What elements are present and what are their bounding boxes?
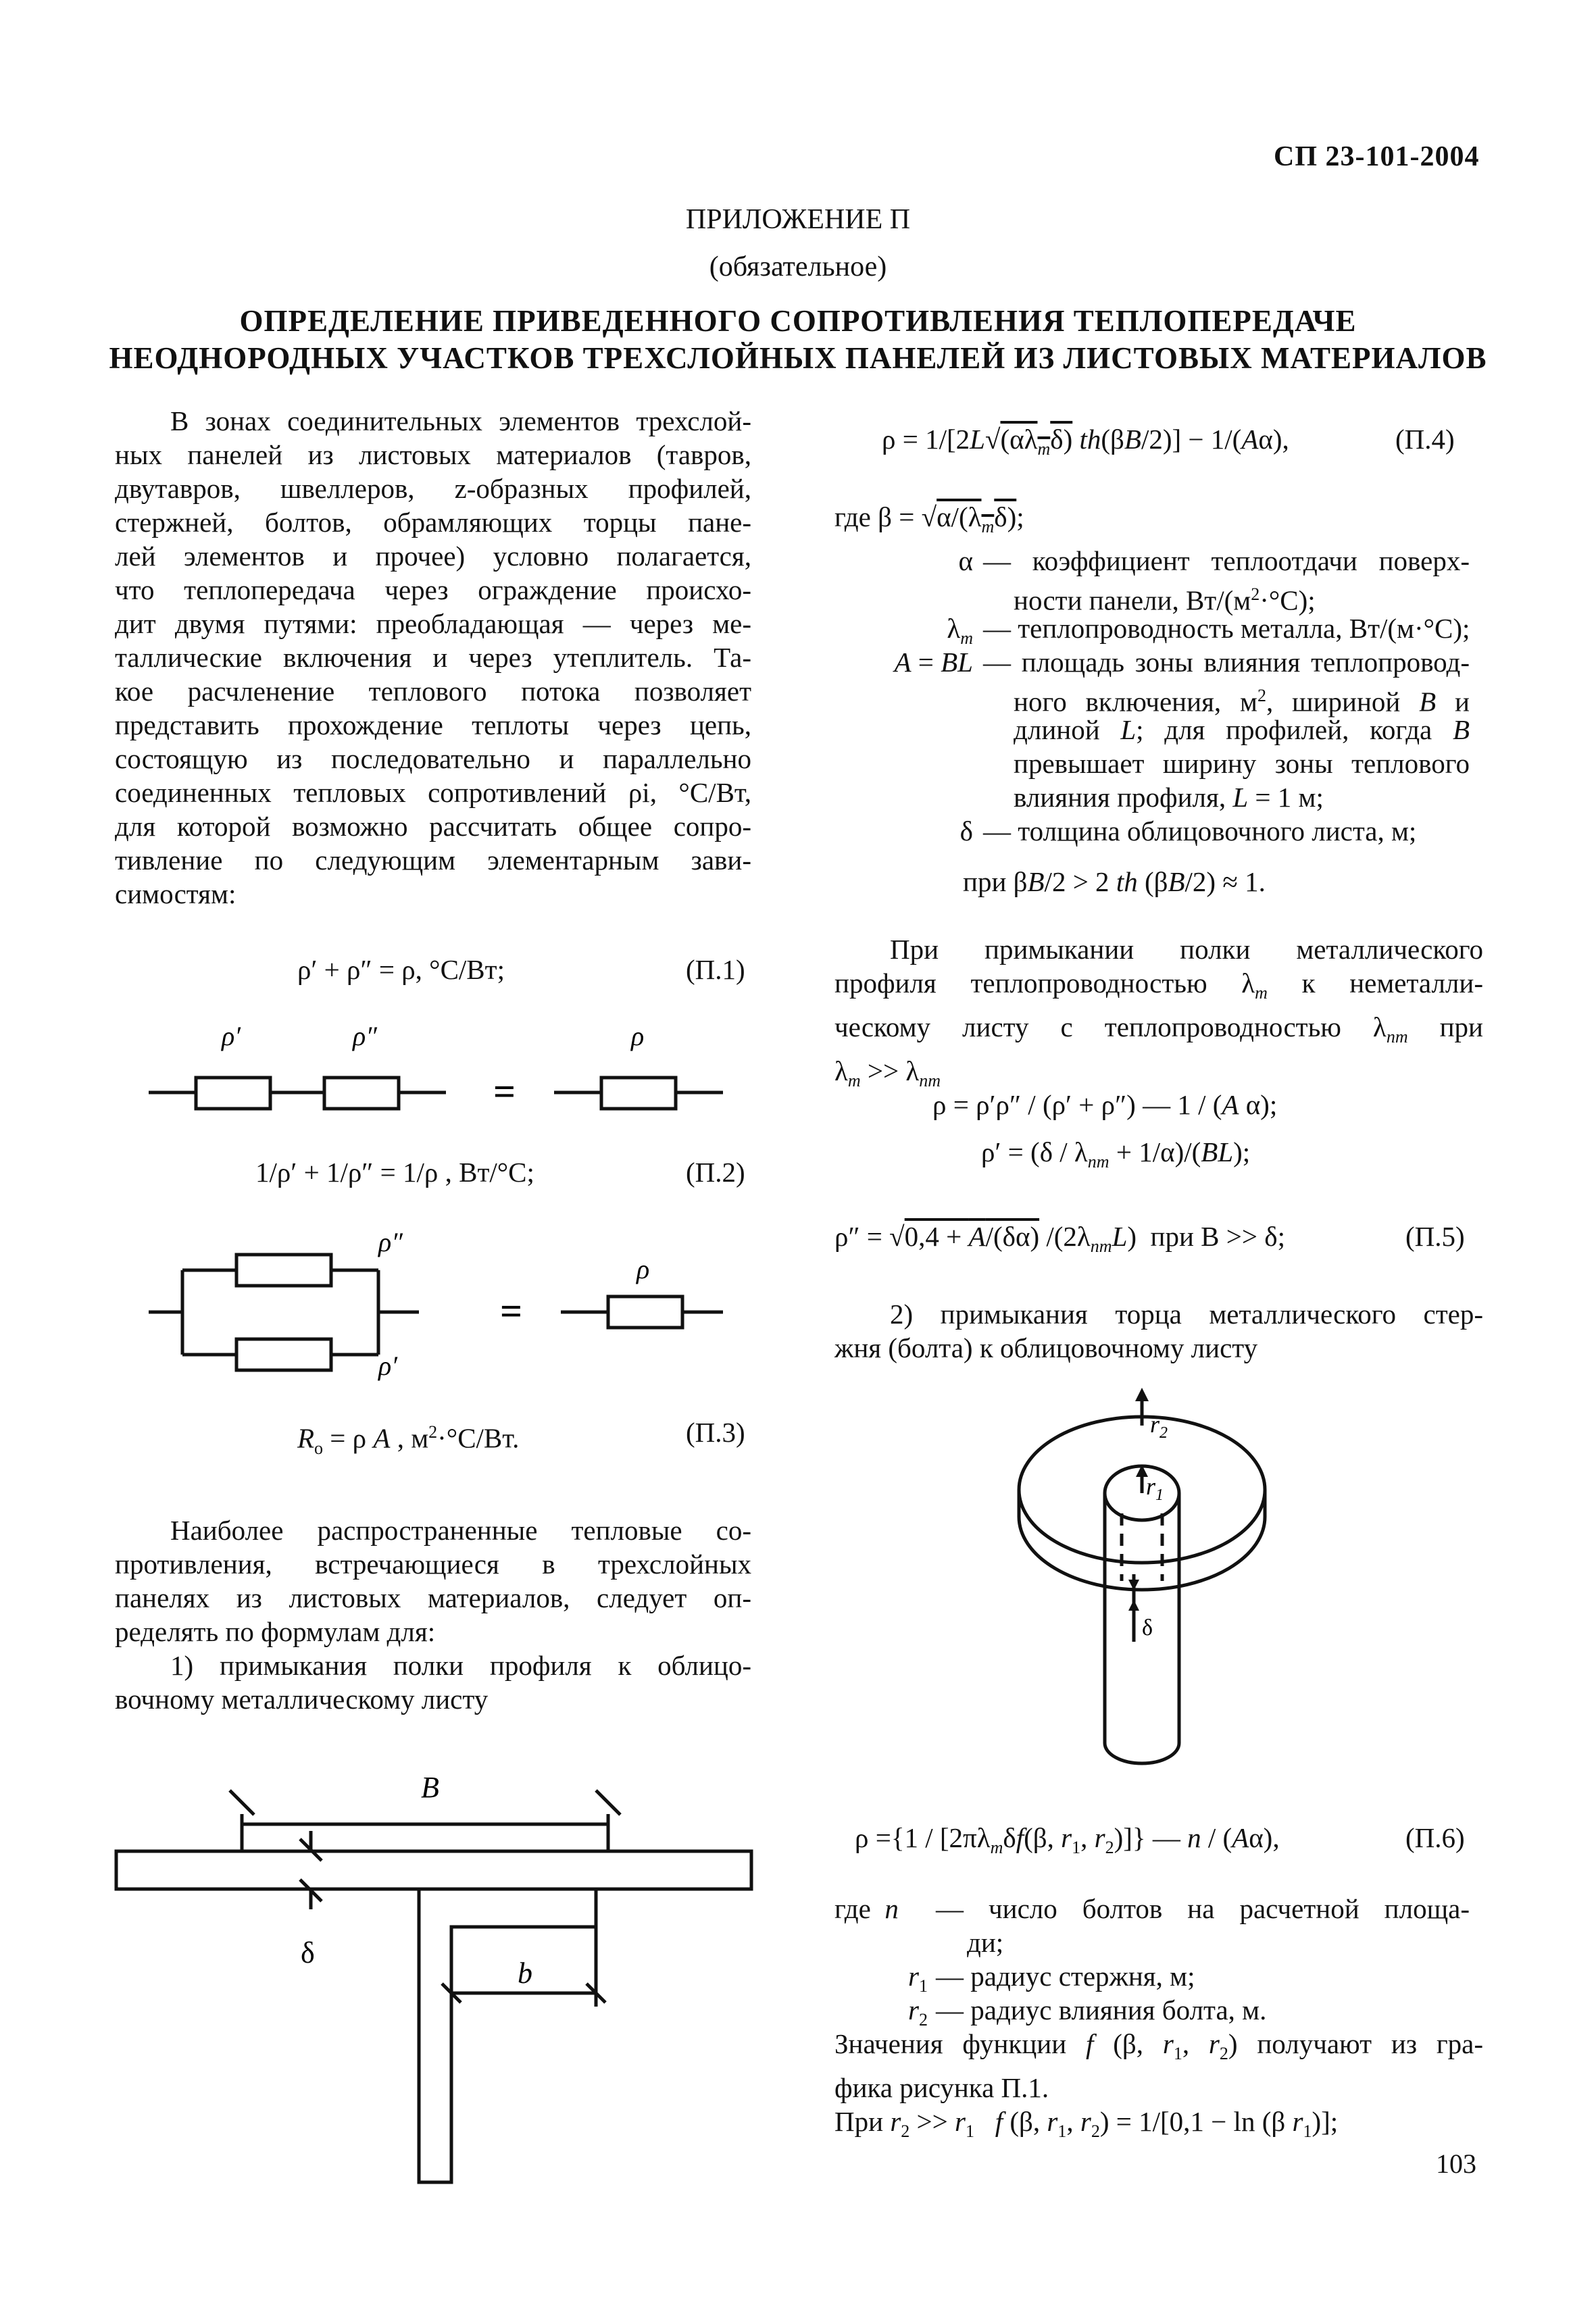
equation-p2-number: (П.2)	[686, 1157, 745, 1188]
def-lambda-symbol: $\lambda_m$	[947, 613, 973, 649]
equation-p1-number: (П.1)	[686, 954, 745, 985]
bolt-paragraph: 2) примыкания торца металлического стер- жня (болта) к облицовочному листу	[834, 1299, 1483, 1363]
def-n-text: — число болтов на расчетной площа-	[936, 1893, 1470, 1924]
def-lambda-text: — теплопроводность металла, Вт/(м·°С);	[983, 613, 1470, 644]
parallel-circuit-diagram	[142, 1223, 737, 1399]
def-r2-symbol: $r_2$	[908, 1994, 928, 2030]
def-area-text-3: длиной L; для профилей, когда B	[1014, 714, 1470, 745]
profile-delta-label: δ	[301, 1936, 315, 1969]
profile-b-label: b	[518, 1957, 532, 1990]
def-delta-text: — толщина облицовочного листа, м;	[983, 815, 1417, 847]
equation-p6-number: (П.6)	[1405, 1822, 1465, 1853]
equation-p2: 1/ρ′ + 1/ρ″ = 1/ρ , Вт/°С;	[255, 1157, 534, 1188]
equals-sign: =	[493, 1070, 516, 1113]
def-area-text-4: превышает ширину зоны теплового	[1014, 748, 1470, 779]
equation-p4: $\rho = 1/[2L√(\alpha\lambda_m\delta) th(\beta B/2)] - 1/(A\alpha)$,	[882, 424, 1289, 459]
equation-p5-number: (П.5)	[1405, 1221, 1465, 1252]
formulas-intro-paragraph: Наиболее распространенные тепловые со- противления, встречающиеся в трехслойных панелях из листовых материалов, следует оп- ределять по формулам для: 1) примыкания полки профиля к облицо- вочному металлическому листу	[115, 1515, 751, 1715]
rho-label: ρ	[631, 1021, 645, 1051]
bolt-r2-label: $r_2$	[1150, 1411, 1168, 1442]
parallel-rho-label: ρ	[637, 1254, 650, 1284]
appendix-title: ПРИЛОЖЕНИЕ П	[685, 204, 911, 235]
def-area-text: — площадь зоны влияния теплопровод-	[983, 647, 1470, 678]
equation-p3: $R_о = \rho$ A , $м^2\cdot^\circ С/Вт$.	[297, 1422, 520, 1458]
def-r1-symbol: $r_1$	[908, 1961, 928, 1996]
equation-p5c: ρ″ = √0,4 + A/(δα) $/(2\lambda_{nm}L)$ при B >> δ;	[834, 1221, 1285, 1257]
parallel-equals-sign: =	[500, 1289, 523, 1333]
def-alpha-symbol: α	[958, 545, 973, 576]
def-alpha-text: — коэффициент теплоотдачи поверх-	[983, 545, 1470, 576]
def-delta-symbol: δ	[959, 815, 973, 847]
rho-double-prime-label: ρ″	[353, 1021, 377, 1051]
def-r1-text: — радиус стержня, м;	[936, 1961, 1195, 1992]
parallel-rho-double-prime-label: ρ″	[378, 1227, 403, 1257]
equation-p5b: $\rho' = (\delta / \lambda_{nm} + 1/\alpha)/(BL)$;	[981, 1136, 1251, 1172]
def-n-text-2: ди;	[967, 1927, 1004, 1958]
equation-p3-number: (П.3)	[686, 1417, 745, 1448]
parallel-rho-prime-label: ρ′	[378, 1351, 397, 1381]
def-area-text-5: влияния профиля, L = 1 м;	[1014, 782, 1324, 813]
equation-p4-number: (П.4)	[1395, 424, 1455, 455]
nonmetal-paragraph: При примыкании полки металлического профиля теплопроводностью $\lambda_m$ к неметалли- ческому листу с теплопроводностью $\lambda_{nm}$ при $\lambda_m >> \lambda_{nm}$	[834, 934, 1483, 1091]
def-n-symbol: где n	[834, 1893, 899, 1924]
equation-p6: $\rho =\{1 / [2\pi\lambda_m\delta f(\beta$, $r_1$, $r_2$)]} — n / (Aα),	[855, 1822, 1280, 1858]
equation-p5a: ρ = ρ′ρ″ / (ρ′ + ρ″) — 1 / (A α);	[932, 1089, 1278, 1120]
intro-paragraph: В зонах соединительных элементов трехслой- ных панелей из листовых материалов (тавров, двутавров, швеллеров, z-образных профилей, стержней, болтов, обрамляющих торцы пане- лей элементов и прочее) условно полагается, что теплопередача через ограждение происхо- дит двумя путями: преобладающая — через ме- таллические включения и через утеплитель. Та- кое расчленение теплового потока позволяет представить прохождение теплоты через цепь, состоящую из последовательно и параллельно соединенных тепловых сопротивлений ρi, °С/Вт, для которой возможно рассчитать общее сопро- тивление по следующим элементарным зави- симостям:	[115, 405, 751, 909]
equation-p1: ρ′ + ρ″ = ρ, °С/Вт;	[297, 954, 505, 985]
def-alpha-text-2: ности панели, $Вт/(м^2\cdot^\circ С)$;	[1014, 584, 1316, 616]
condition-beta: при βB/2 > 2 th (βB/2) ≈ 1.	[963, 866, 1266, 897]
def-area-text-2: ного включения, $м^2$, шириной B и	[1014, 686, 1470, 718]
page-number: 103	[1436, 2148, 1476, 2179]
appendix-status: (обязательное)	[709, 251, 887, 282]
def-r2-text: — радиус влияния болта, м.	[936, 1994, 1267, 2026]
function-note: Значения функции f (β, $r_1$, $r_2$) получают из гра- фика рисунка П.1. При $r_2 >> r_1$ f (β, $r_1$, $r_2) = 1/[0,1 - \ln (\beta$ $r_1$)];	[834, 2028, 1484, 2142]
main-title-line1: ОПРЕДЕЛЕНИЕ ПРИВЕДЕННОГО СОПРОТИВЛЕНИЯ ТЕПЛОПЕРЕДАЧЕ	[239, 304, 1357, 338]
main-title-line2: НЕОДНОРОДНЫХ УЧАСТКОВ ТРЕХСЛОЙНЫХ ПАНЕЛЕЙ ИЗ ЛИСТОВЫХ МАТЕРИАЛОВ	[109, 341, 1487, 375]
profile-B-label: B	[421, 1771, 439, 1804]
series-circuit-diagram	[142, 1017, 737, 1118]
profile-flange-diagram	[108, 1750, 770, 2196]
def-area-symbol: A = BL	[894, 647, 973, 678]
bolt-r1-label: $r_1$	[1146, 1473, 1164, 1504]
beta-definition: где $\beta = √\alpha/(\lambda_m\delta)$;	[834, 501, 1024, 537]
rho-prime-label: ρ′	[222, 1021, 241, 1051]
document-code: СП 23-101-2004	[1274, 141, 1480, 172]
bolt-diagram	[1007, 1378, 1277, 1777]
bolt-delta-label: δ	[1142, 1615, 1153, 1640]
